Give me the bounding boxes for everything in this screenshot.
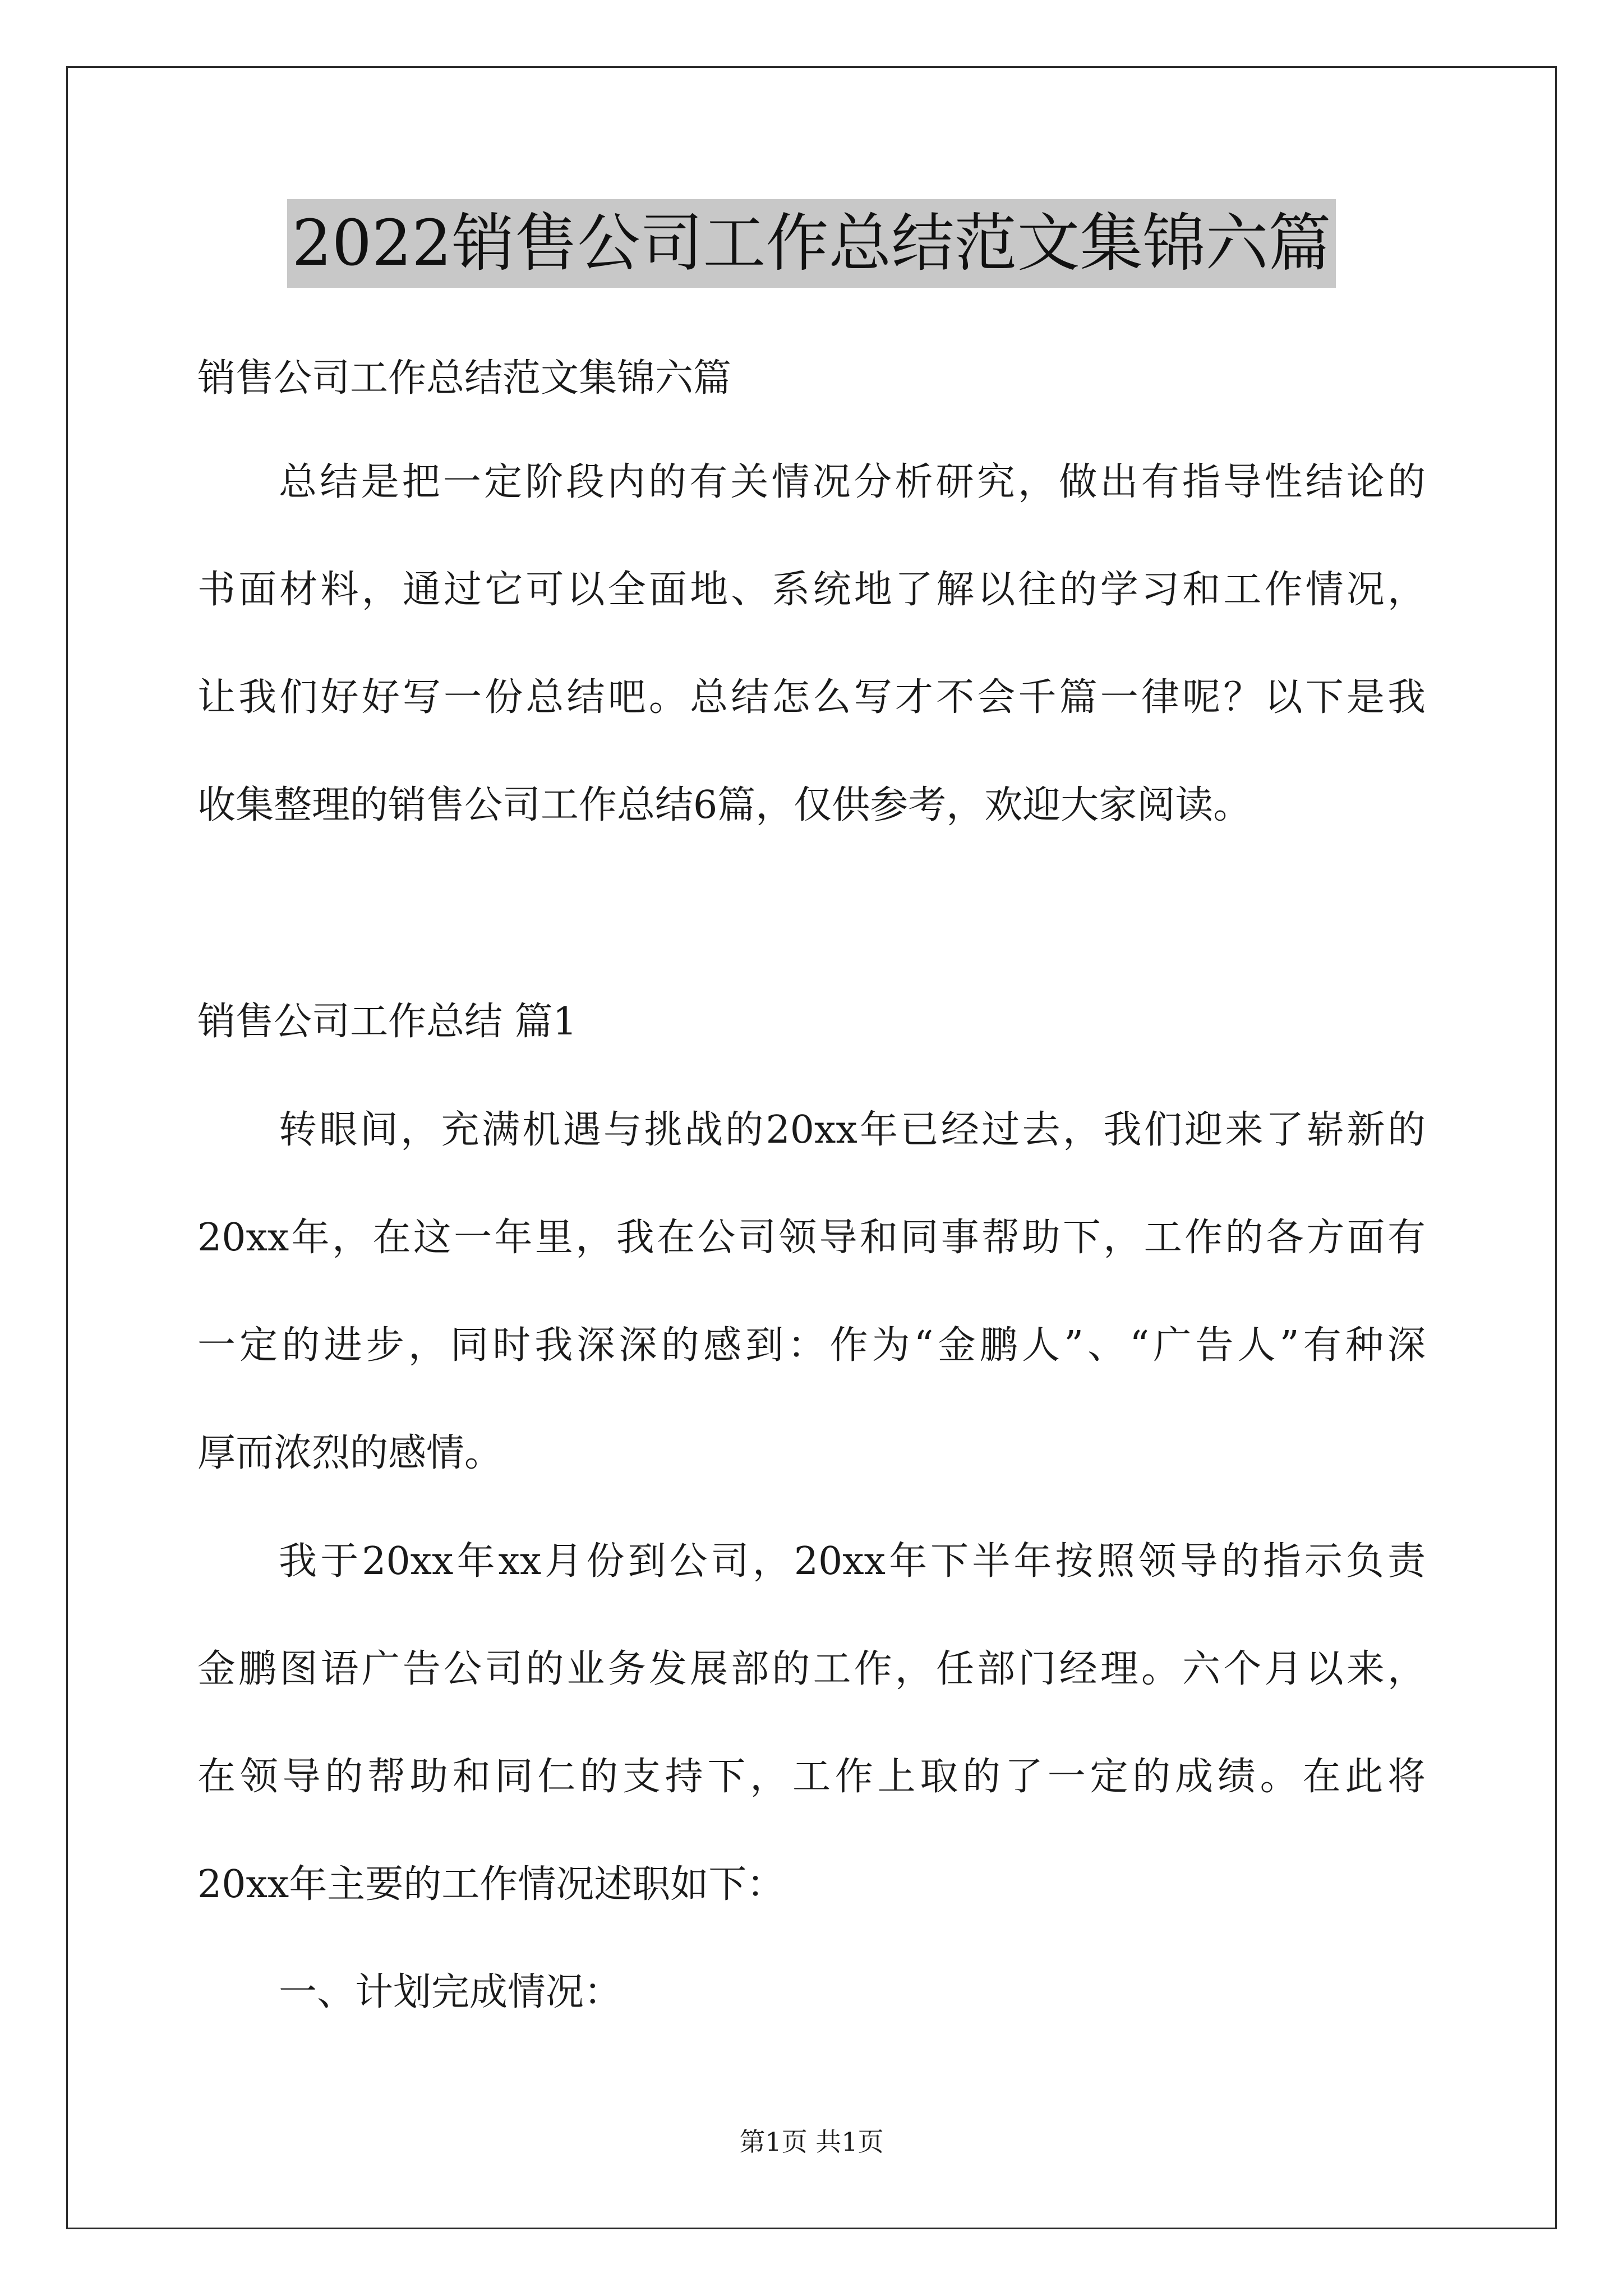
document-title: 2022销售公司工作总结范文集锦六篇: [287, 199, 1335, 288]
page-footer: 第1页 共1页: [739, 2127, 884, 2157]
para2-line-3: 在领导的帮助和同仁的支持下，工作上取的了一定的成绩。在此将: [197, 1755, 1426, 1799]
para1-line-3: 一定的进步，同时我深深的感到：作为“金鹏人”、“广告人”有种深: [197, 1323, 1426, 1368]
document-subtitle: 销售公司工作总结范文集锦六篇: [197, 356, 732, 401]
section-heading: 销售公司工作总结 篇1: [197, 1000, 577, 1044]
title-container: [0, 199, 1623, 288]
intro-line-2: 书面材料，通过它可以全面地、系统地了解以往的学习和工作情况，: [197, 568, 1426, 612]
intro-line-4: 收集整理的销售公司工作总结6篇，仅供参考，欢迎大家阅读。: [197, 783, 1252, 827]
para2-line-2: 金鹏图语广告公司的业务发展部的工作，任部门经理。六个月以来，: [197, 1647, 1426, 1691]
para1-line-1: 转眼间，充满机遇与挑战的20xx年已经过去，我们迎来了崭新的: [279, 1108, 1426, 1152]
para1-line-4: 厚而浓烈的感情。: [197, 1431, 503, 1475]
para2-line-4: 20xx年主要的工作情况述职如下：: [197, 1862, 785, 1907]
para1-line-2: 20xx年，在这一年里，我在公司领导和同事帮助下，工作的各方面有: [197, 1216, 1426, 1260]
intro-line-3: 让我们好好写一份总结吧。总结怎么写才不会千篇一律呢？以下是我: [197, 675, 1426, 720]
intro-line-1: 总结是把一定阶段内的有关情况分析研究，做出有指导性结论的: [279, 460, 1426, 504]
item-heading: 一、计划完成情况：: [279, 1970, 623, 2014]
para2-line-1: 我于20xx年xx月份到公司，20xx年下半年按照领导的指示负责: [279, 1539, 1426, 1584]
